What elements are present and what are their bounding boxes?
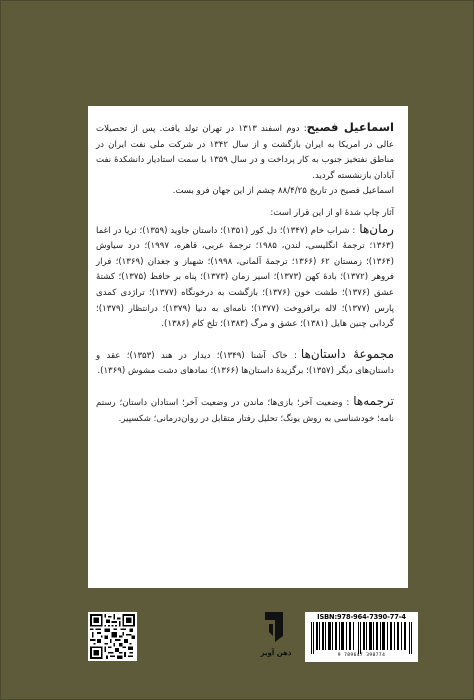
translations-heading: ترجمه‌ها — [353, 393, 394, 408]
isbn-barcode — [305, 612, 418, 662]
text-body — [88, 106, 408, 588]
translations-text: : وضعیت آخر؛ بازی‌ها؛ ماندن در وضعیت آخر؛ استادان داستان؛ رستم نامه؛ خودشناسی به روش یونگ؛ تحلیل رفتار متقابل در روان‌درمانی؛ شکسپیر. — [96, 397, 394, 424]
publisher-logo — [257, 610, 295, 658]
death-note: اسماعیل فصیح در تاریخ ۸۸/۴/۲۵ چشم از این جهان فرو بست. — [172, 186, 394, 197]
novels-heading: رمان‌ها — [359, 221, 394, 236]
translations-paragraph — [96, 394, 394, 427]
stories-text: : خاک آشنا (۱۳۴۹)؛ دیدار در هند (۱۳۵۳)؛ عقد و داستان‌های دیگر (۱۳۵۷)؛ برگزیدهٔ داستان‌ها (۱۳۶۶)؛ نمادهای دشت مشوش (۱۳۶۹). — [96, 350, 394, 377]
barcode-digits: 9 789647 390774 — [337, 653, 386, 658]
barcode-bars — [311, 622, 412, 654]
qr-code-icon — [88, 612, 137, 661]
stories-paragraph — [96, 347, 394, 380]
novels-text: : شراب خام (۱۳۴۷)؛ دل کور (۱۳۵۱)؛ داستان جاوید (۱۳۵۹)؛ ثریا در اغما (۱۳۶۳؛ ترجمهٔ انگلیسی، لندن، ۱۹۸۵؛ ترجمهٔ عربی، قاهره، ۱۹۹۷)؛ درد سیاوش (۱۳۶۴)؛ زمستان ۶۲ (۱۳۶۶؛ ترجمهٔ آلمانی، ۱۹۹۸)؛ شهباز و جغدان (۱۳۶۹)؛ فرار فروهر (۱۳۷۲)؛ بادهٔ کهن (۱۳۷۳)؛ اسیر زمان (۱۳۷۳)؛ پناه بر حافظ (۱۳۷۵)؛ کشتهٔ عشق (۱۳۷۶)؛ طشت خون (۱۳۷۶)؛ بازگشت به درخونگاه (۱۳۷۷)؛ تراژدی کمدی پارس (۱۳۷۷)؛ لاله برافروخت (۱۳۷۷)؛ نامه‌ای به دنیا (۱۳۷۹)؛ درانتظار (۱۳۷۹)؛ گردابی چنین هایل (۱۳۸۱)؛ عشق و مرگ (۱۳۸۳)؛ تلخ کام (۱۳۸۶). — [96, 225, 395, 330]
works-intro: آثار چاپ شدهٔ او از این قرار است: — [270, 207, 394, 218]
publisher-name: ذهن آویز — [260, 649, 292, 657]
publisher-logo-icon — [261, 610, 291, 644]
isbn-label: ISBN:978-964-7390-77-4 — [317, 613, 406, 621]
back-cover-text-panel — [88, 106, 408, 588]
stories-heading: مجموعهٔ داستان‌ها — [300, 346, 395, 361]
biography-text: : دوم اسفند ۱۳۱۳ در تهران تولد یافت. پس از تحصیلات عالی در امریکا به ایران بازگشت و از سال ۱۳۴۲ در شرکت ملی نفت ایران در مناطق نفتخیز جنوب به کار پرداخت و در سال ۱۳۵۹ با سمت استادیار دانشکدهٔ نفت آبادان بازنشسته گردید. — [96, 124, 394, 181]
novels-paragraph — [96, 222, 394, 333]
biography-paragraph — [96, 120, 394, 184]
author-name: اسماعیل فصیح — [306, 120, 394, 134]
